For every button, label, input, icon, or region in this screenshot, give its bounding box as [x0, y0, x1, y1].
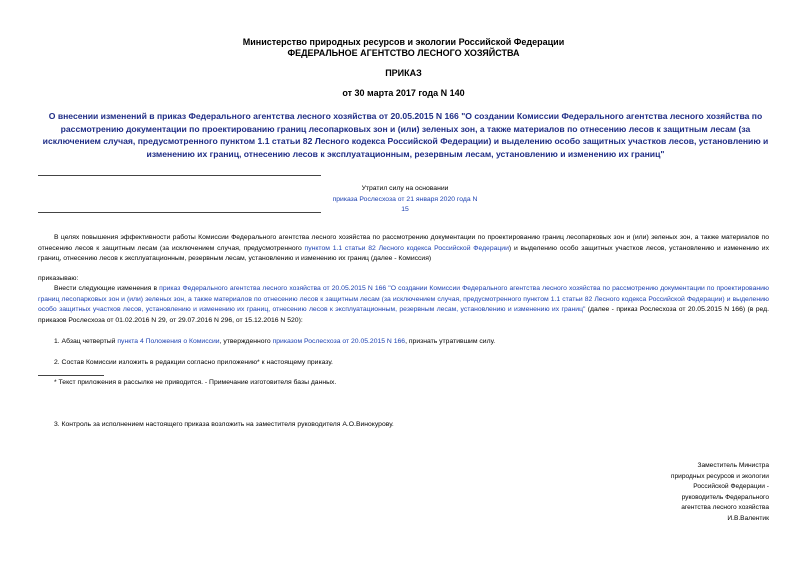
changes-paragraph	[38, 284, 769, 326]
signature-block	[609, 461, 769, 525]
changes-start: Внести следующие изменения в	[54, 285, 160, 292]
order-word: приказываю:	[38, 275, 79, 282]
document-title	[38, 110, 773, 160]
divider-top	[38, 175, 321, 176]
doc-type: ПРИКАЗ	[385, 68, 422, 78]
preamble-text: В целях повышения эффективности работы Комиссии Федерального агентства лесного хозяйства по рассмотрению документации по проектированию границ лесопарковых зон и (или) зеленых зон, а также материалов по отнесению лесов к защитным лесам (за исключением случая, предусмотренного	[38, 234, 769, 252]
signature-line: Заместитель Министра	[697, 462, 769, 469]
divider-bottom	[38, 212, 321, 213]
title-suffix: "О создании Комиссии Федерального агентства лесного хозяйства по рассмотрению документации по проектированию границ лесопарковых зон и (или) зеленых зон, а также материалов по отнесению лесов к защитным лесам (за исключением случая, предусмотренного пунктом 1.1 статьи 82 Лесного кодекса Российской Федерации) и выделению особо защитных участков лесов, установлению и изменению их границ, отнесению лесов к эксплуатационным, резервным лесам, установлению и изменению их границ"	[42, 111, 769, 159]
signature-line: Российской Федерации -	[693, 483, 769, 491]
item-2: 2. Состав Комиссии изложить в редакции согласно приложению* к настоящему приказу.	[54, 359, 333, 366]
changes-end: (далее - приказ Рослесхоза от 20.05.2015 N 166) (в ред. приказов Рослесхоза от 01.02.2016 N 29, от 29.07.2016 N 296, от 15.12.2016 N 520):	[38, 306, 769, 324]
preamble-paragraph	[38, 233, 769, 265]
signature-line: агентства лесного хозяйства	[681, 504, 769, 512]
signer-name: И.В.Валентик	[727, 514, 769, 522]
preamble-link[interactable]: пунктом 1.1 статьи 82 Лесного кодекса Российской Федерации	[304, 244, 509, 252]
item-1	[54, 337, 769, 348]
title-link[interactable]: приказ Федерального агентства лесного хозяйства от 20.05.2015 N 166	[156, 111, 459, 121]
item-1-link-order[interactable]: приказом Рослесхоза от 20.05.2015 N 166	[272, 338, 406, 345]
footnote-divider	[38, 375, 104, 376]
footnote: * Текст приложения в рассылке не приводится. - Примечание изготовителя базы данных.	[54, 379, 337, 386]
item-1-start: 1. Абзац четвертый	[54, 338, 118, 345]
agency-name: ФЕДЕРАЛЬНОЕ АГЕНТСТВО ЛЕСНОГО ХОЗЯЙСТВА	[287, 48, 520, 58]
signature-line: природных ресурсов и экологии	[670, 472, 769, 480]
status-link[interactable]: приказа Рослесхоза от 21 января 2020 года N 15	[332, 195, 478, 214]
status-note	[330, 184, 480, 216]
status-line: Утратил силу на основании	[361, 185, 449, 192]
doc-date-number: от 30 марта 2017 года N 140	[342, 88, 465, 98]
item-1-end: , признать утратившим силу.	[405, 338, 496, 345]
ministry-name: Министерство природных ресурсов и экологии Российской Федерации	[242, 37, 565, 47]
changes-link[interactable]: приказ Федерального агентства лесного хозяйства от 20.05.2015 N 166 "О создании Комиссии Федерального агентства лесного хозяйства по рассмотрению документации по проектированию границ лесопарковых зон и (или) зеленых зон, а также материалов по отнесению лесов к защитным лесам (за исключением случая, предусмотренного пунктом 1.1 статьи 82 Лесного кодекса Российской Федерации) и выделению особо защитных участков лесов, установлению и изменению их границ, отнесению лесов к эксплуатационным, резервным лесам, установлению и изменению их границ"	[38, 285, 769, 314]
title-prefix: О внесении изменений в	[48, 111, 157, 121]
item-1-link-position[interactable]: пункта 4 Положения о Комиссии	[117, 338, 220, 345]
signature-line: руководитель Федерального	[681, 493, 769, 501]
preamble-end: ) и выделению особо защитных участков лесов, установлению и изменению их границ, отнесению лесов к эксплуатационным, резервным лесам, установлению и изменению их границ (далее - Комиссия)	[38, 244, 769, 263]
item-1-mid: , утвержденного	[219, 338, 273, 345]
item-3: 3. Контроль за исполнением настоящего приказа возложить на заместителя руководителя А.О.Винокурову.	[54, 421, 394, 428]
